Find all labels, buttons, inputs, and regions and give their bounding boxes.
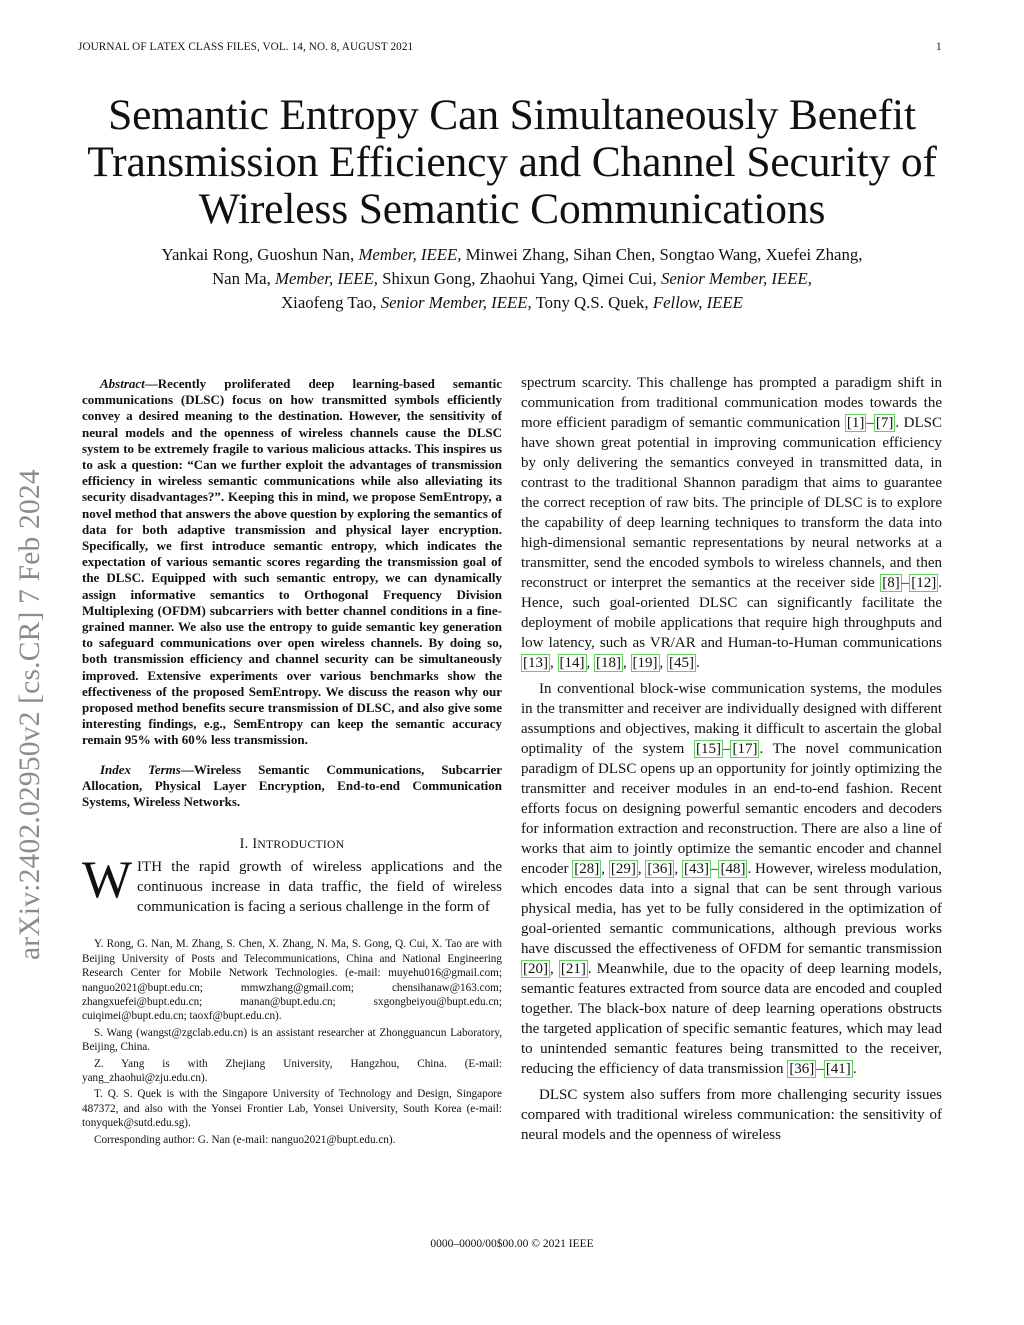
index-terms-text: —Wireless Semantic Communications, Subcarrier Allocation, Physical Layer Encryption, End-to-end Communication Systems, Wireless Networks. [82, 761, 502, 810]
left-column [82, 376, 502, 1149]
right-column [521, 373, 942, 1145]
paragraph-text: . [852, 1061, 857, 1077]
citation-link[interactable]: [36] [647, 861, 673, 877]
citation-link[interactable]: [18] [596, 655, 621, 671]
paper-title: Semantic Entropy Can Simultaneously Benefit Transmission Efficiency and Channel Security of Wireless Semantic Communications [87, 91, 937, 233]
paragraph-text: , [550, 655, 558, 671]
paragraph-text: – [816, 1061, 824, 1077]
paragraph-text: . [696, 655, 700, 671]
citation-link[interactable]: [20] [523, 961, 548, 977]
citation-link[interactable]: [36] [789, 1061, 815, 1077]
citation-link[interactable]: [1] [846, 415, 865, 431]
citation-link[interactable]: [7] [875, 415, 894, 431]
paragraph-text: In conventional block-wise communication systems, the modules in the transmitter and receiver are individually designed with different assumptions and objectives, making it difficult to ascertain the global optimality of the system [521, 681, 942, 757]
citation-link[interactable]: [15] [695, 741, 721, 757]
citation-link[interactable]: [41] [825, 1061, 851, 1077]
citation-link[interactable]: [14] [559, 655, 585, 671]
index-terms-label: Index Terms [100, 761, 181, 777]
drop-cap: W [82, 851, 133, 910]
citation-link[interactable]: [43] [683, 861, 709, 877]
paragraph-text: , [674, 861, 682, 877]
paragraph-text: – [710, 861, 719, 877]
paragraph-text: spectrum scarcity. This challenge has prompted a paradigm shift in communication from traditional communication modes towards the more efficient paradigm of semantic communication [521, 375, 942, 431]
citation-link[interactable]: [17] [732, 741, 758, 757]
paragraph-text: , [623, 655, 631, 671]
copyright-footer: 0000–0000/00$00.00 © 2021 IEEE [430, 1238, 594, 1250]
intro-paragraph-continued [521, 373, 942, 673]
index-terms [82, 762, 502, 811]
citation-link[interactable]: [21] [560, 961, 586, 977]
author-list: Yankai Rong, Guoshun Nan, Member, IEEE, Minwei Zhang, Sihan Chen, Songtao Wang, Xuefei Zhang, Nan Ma, Member, IEEE, Shixun Gong, Zhaohui Yang, Qimei Cui, Senior Member, IEEE, Xiaofeng Tao, Senior Member, IEEE, Tony Q.S. Quek, Fellow, IEEE [161, 245, 863, 312]
paragraph-text: , [586, 655, 594, 671]
arxiv-stamp: arXiv:2402.02950v2 [cs.CR] 7 Feb 2024 [14, 469, 46, 960]
abstract-text: —Recently proliferated deep learning-based semantic communications (DLSC) focus on how transmitted symbols efficiently convey a desired meaning to the destination. However, the sensitivity of neural models and the openness of wireless channels cause the DLSC system to be extremely fragile to various malicious attacks. This inspires us to ask a question: “Can we further exploit the advantages of transmission efficiency in wireless semantic communications while also alleviating its security disadvantages?”. Keeping this in mind, we propose SemEntropy, a novel method that answers the above question by exploring the semantics of data for both adaptive transmission and physical layer encryption. Specifically, we first introduce semantic entropy, which indicates the expectation of various semantic scores regarding the transmission goal of the DLSC. Equipped with such semantic entropy, we can dynamically assign informative semantics to Orthogonal Frequency Division Multiplexing (OFDM) subcarriers with better channel conditions in a fine-grained manner. We also use the entropy to guide semantic key generation to safeguard communications over open wireless channels. By doing so, both transmission efficiency and channel security can be simultaneously improved. Extensive experiments over various benchmarks show the effectiveness of the proposed SemEntropy. We discuss the reason why our proposed method benefits secure transmission of DLSC, and also give some interesting findings, e.g., SemEntropy can keep the semantic accuracy remain 95% with 60% less transmission. [82, 376, 502, 748]
footnote-affiliation: Y. Rong, G. Nan, M. Zhang, S. Chen, X. Zhang, N. Ma, S. Gong, Q. Cui, X. Tao are with Beijing University of Posts and Telecommunications, China and National Engineering Research Center for Mobile Network Technologies. (e-mail: muyehu016@gmail.com; nanguo2021@bupt.edu.cn; mmwzhang@gmail.com; chensihanaw@163.com; zhangxuefei@bupt.edu.cn; manan@bupt.edu.cn; sxgongbeiyou@bupt.edu.cn; cuiqimei@bupt.edu.cn; taoxf@bupt.edu.cn). [82, 938, 502, 1023]
footnote-wang: S. Wang (wangst@zgclab.edu.cn) is an assistant researcher at Zhongguancun Laboratory, Beijing, China. [82, 1026, 502, 1054]
paragraph-text: , [659, 655, 667, 671]
paragraph-conventional [521, 679, 942, 1079]
paragraph-text: , [601, 861, 609, 877]
paragraph-text: . However, wireless modulation, which encodes data into a signal that can be sent through various physical media, has yet to be fully considered in the optimization of goal-oriented semantic communications, although previous works have discussed the effectiveness of OFDM for semantic transmission [521, 861, 943, 957]
footnote-quek: T. Q. S. Quek is with the Singapore University of Technology and Design, Singapore 487372, and also with the Yonsei Frontier Lab, Yonsei University, South Korea (e-mail: tonyquek@sutd.edu.sg). [82, 1088, 502, 1130]
paragraph-text: . Meanwhile, due to the opacity of deep learning models, semantic features extracted from source data are encoded and coupled together. The black-box nature of deep learning operations obstructs the targeted application of specific semantic features, which may lead to unintended semantic features being transmitted to the receiver, reducing the efficiency of data transmission [521, 961, 943, 1077]
intro-paragraph: WITH the rapid growth of wireless applications and the continuous increase in data traffic, the field of wireless communication is facing a serious challenge in the form of [82, 851, 502, 916]
journal-header: JOURNAL OF LATEX CLASS FILES, VOL. 14, NO. 8, AUGUST 2021 [78, 41, 414, 53]
citation-link[interactable]: [12] [911, 575, 937, 591]
abstract-label: Abstract [100, 376, 145, 391]
footnotes [82, 937, 502, 1147]
citation-link[interactable]: [45] [669, 655, 694, 671]
citation-link[interactable]: [48] [720, 861, 746, 877]
citation-link[interactable]: [8] [882, 575, 900, 591]
footnote-yang: Z. Yang is with Zhejiang University, Hangzhou, China. (E-mail: yang_zhaohui@zju.edu.cn). [82, 1057, 502, 1084]
paragraph-security: DLSC system also suffers from more challenging security issues compared with traditional wireless communication: the sensitivity of neural models and the openness of wireless [521, 1087, 942, 1143]
paragraph-text: – [722, 741, 731, 757]
citation-link[interactable]: [19] [632, 655, 658, 671]
paragraph-text: , [637, 861, 646, 877]
citation-link[interactable]: [13] [523, 655, 548, 671]
paragraph-text: . Hence, such goal-oriented DLSC can significantly facilitate the deployment of mobile applications that require high throughputs and low latency, such as VR/AR and Human-to-Human communications [521, 575, 942, 651]
citation-link[interactable]: [28] [574, 861, 600, 877]
paragraph-text: – [866, 415, 874, 431]
paragraph-text: – [901, 575, 910, 591]
paragraph-text: . DLSC have shown great potential in improving communication efficiency by only delivering the semantics conveyed in transmitted data, in contrast to the traditional Shannon paradigm that aims to guarantee the correct reception of raw bits. The principle of DLSC is to explore the capability of deep learning techniques to transform the data into high-dimensional semantic representations by neural networks at a transmitter, send the encoded symbols to wireless channels, and then reconstruct or interpret the semantics at the receiver side [521, 415, 943, 591]
footnote-corresponding: Corresponding author: G. Nan (e-mail: nanguo2021@bupt.edu.cn). [94, 1133, 396, 1146]
page-number: 1 [936, 41, 942, 53]
citation-link[interactable]: [29] [610, 861, 636, 877]
section-heading: I. INTRODUCTION [239, 836, 345, 853]
paragraph-text: , [550, 961, 559, 977]
paragraph-text: . The novel communication paradigm of DLSC opens up an opportunity for jointly optimizing the transmitter and receiver modules in an end-to-end fashion. Recent efforts focus on designing powerful semantic encoders and decoders for information extraction and reconstruction. There are also a line of works that aim to jointly optimize the semantic encoder and channel encoder [521, 741, 943, 877]
abstract [82, 376, 502, 749]
